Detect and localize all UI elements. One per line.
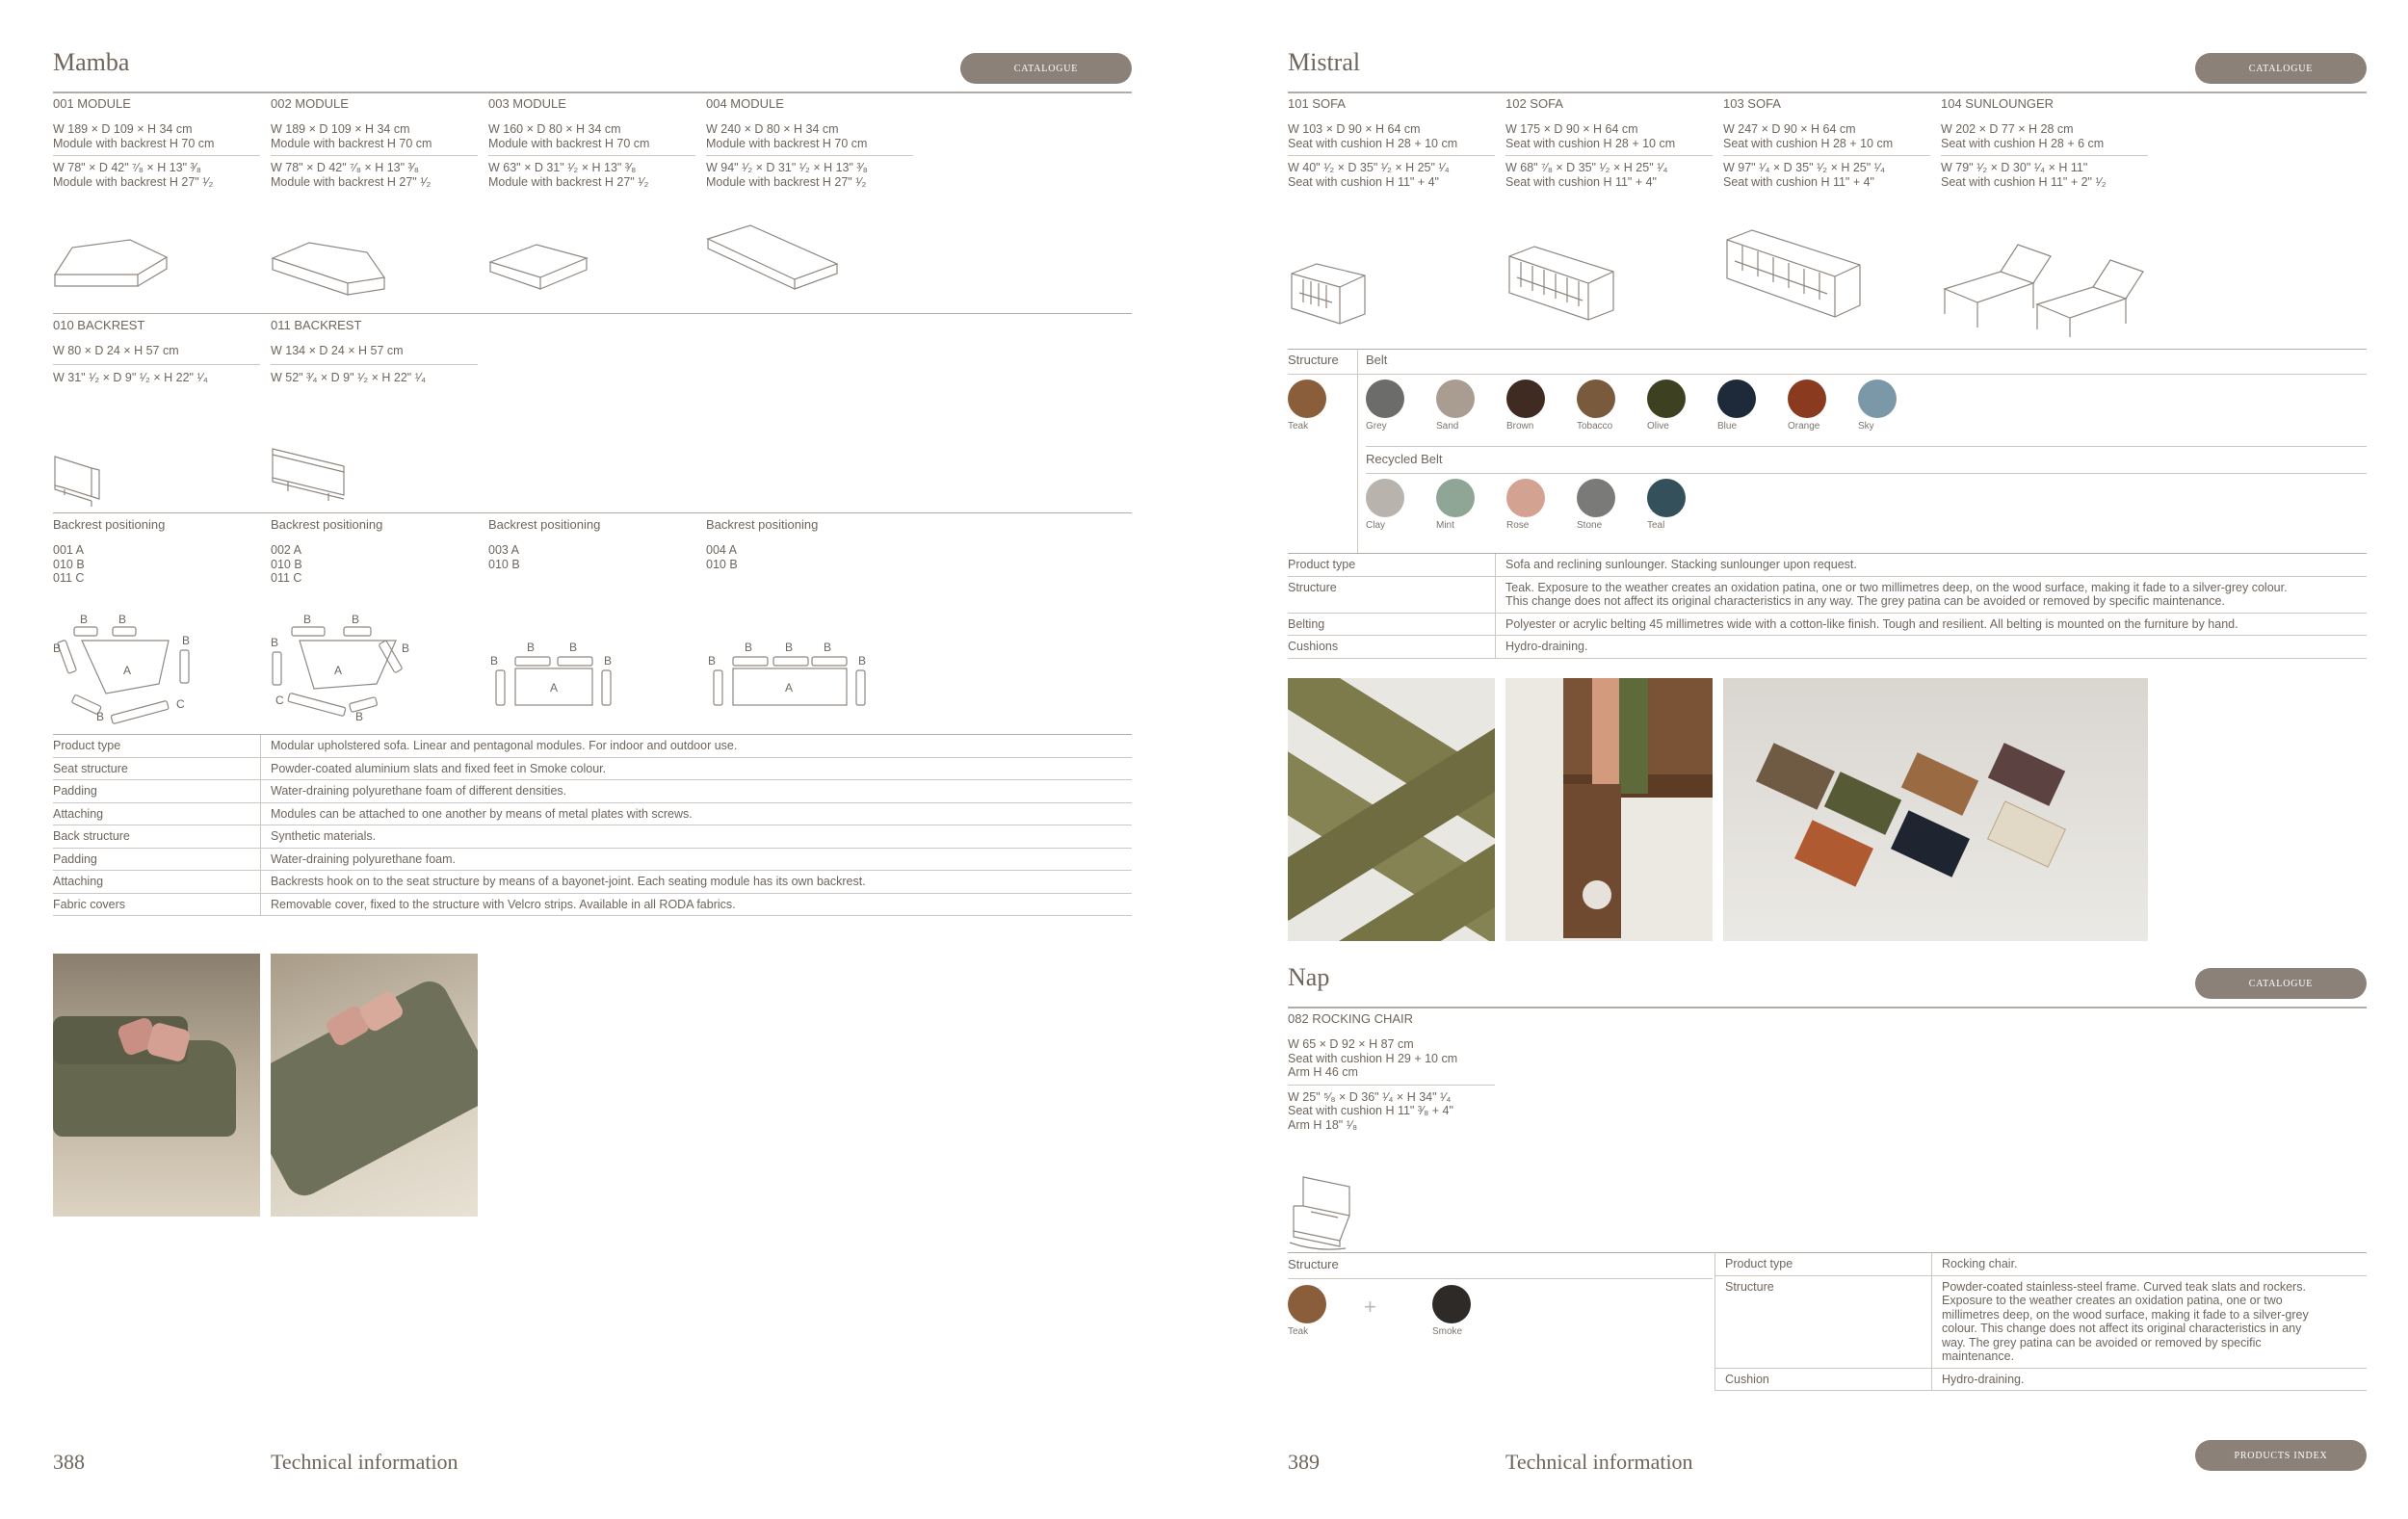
positioning-diagram-003 — [488, 643, 623, 730]
footer-title-right: Technical information — [1505, 1450, 1693, 1474]
positioning-rows: 002 A 010 B 011 C — [271, 543, 302, 585]
swatch-teal[interactable] — [1647, 479, 1686, 517]
nap-rocking-chair-drawing — [1288, 1173, 1365, 1250]
svg-text:B: B — [271, 636, 279, 649]
swatch-label: Tobacco — [1577, 421, 1613, 432]
module-imperial: W 63" × D 31" ¹⁄₂ × H 13" ³⁄₈ Module with backrest H 27" ¹⁄₂ — [488, 161, 649, 189]
positioning-diagram-001 — [53, 612, 207, 727]
positioning-rows: 001 A 010 B 011 C — [53, 543, 85, 585]
positioning-label: Backrest positioning — [271, 517, 383, 532]
swatch-rose[interactable] — [1506, 479, 1545, 517]
belt-label: Belt — [1366, 353, 1388, 367]
swatch-teak[interactable] — [1288, 380, 1326, 418]
svg-text:B: B — [352, 613, 360, 626]
svg-text:B: B — [96, 710, 105, 723]
svg-text:B: B — [490, 654, 499, 668]
swatch-blue[interactable] — [1717, 380, 1756, 418]
table-row: Product type Modular upholstered sofa. Linear and pentagonal modules. For indoor and outdoor use. — [53, 735, 1132, 757]
module-metric: W 189 × D 109 × H 34 cm Module with backrest H 70 cm — [271, 122, 432, 150]
page-number-left: 388 — [53, 1450, 85, 1474]
table-row: Fabric covers Removable cover, fixed to the structure with Velcro strips. Available in all RODA fabrics. — [53, 893, 1132, 916]
table-row: Cushion Hydro-draining. — [1715, 1368, 2367, 1391]
module-001-drawing — [53, 236, 178, 303]
mistral-product-102: 102 SOFA W 175 × D 90 × H 64 cm Seat with cushion H 28 + 10 cm W 68" ⁷⁄₈ × D 35" ¹⁄₂ × H 25" ¹⁄₄ Seat with cushion H 11" + 4" — [1505, 96, 1713, 189]
swatch-label: Teak — [1288, 421, 1309, 432]
backrest-imperial: W 52" ³⁄₄ × D 9" ¹⁄₂ × H 22" ¹⁄₄ — [271, 370, 427, 384]
module-metric: W 240 × D 80 × H 34 cm Module with backrest H 70 cm — [706, 122, 868, 150]
mistral-102-drawing — [1505, 243, 1621, 339]
module-name: 003 MODULE — [488, 96, 566, 111]
positioning-002 — [271, 517, 382, 586]
swatch-label: Teal — [1647, 520, 1665, 531]
swatch-stone[interactable] — [1577, 479, 1615, 517]
swatch-label: Sand — [1436, 421, 1459, 432]
table-row: Padding Water-draining polyurethane foam of different densities. — [53, 779, 1132, 802]
backrest-name: 011 BACKREST — [271, 318, 362, 332]
mamba-info-table — [53, 734, 1132, 916]
backrest-010 — [53, 318, 260, 384]
table-row: Structure Powder-coated stainless-steel frame. Curved teak slats and rockers. Exposure to the weather creates an oxidation patina, one or two millimetres deep, on the wood surface, making it fade to a silver-grey colour. This change does not affect its original characteristics in any way. The grey patina can be avoided or removed by specific maintenance. — [1715, 1275, 2367, 1368]
positioning-label: Backrest positioning — [706, 517, 819, 532]
swatch-smoke[interactable] — [1432, 1285, 1471, 1323]
table-row: Belting Polyester or acrylic belting 45 millimetres wide with a cotton-like finish. Tough and resilient. All belting is mounted on the furniture by hand. — [1288, 613, 2367, 636]
svg-text:B: B — [708, 654, 717, 668]
swatch-teak-nap[interactable] — [1288, 1285, 1326, 1323]
mistral-101-drawing — [1288, 260, 1374, 337]
page-number-right: 389 — [1288, 1450, 1320, 1474]
swatch-sand[interactable] — [1436, 380, 1475, 418]
module-002-drawing — [271, 239, 396, 306]
swatch-label: Rose — [1506, 520, 1530, 531]
swatch-brown[interactable] — [1506, 380, 1545, 418]
footer-title-left: Technical information — [271, 1450, 458, 1474]
catalogue-button-mistral[interactable]: CATALOGUE — [2195, 53, 2367, 84]
swatch-grey[interactable] — [1366, 380, 1404, 418]
positioning-diagram-004 — [706, 643, 879, 730]
positioning-diagram-002 — [271, 612, 425, 727]
mistral-product-104: 104 SUNLOUNGER W 202 × D 77 × H 28 cm Seat with cushion H 28 + 6 cm W 79" ¹⁄₂ × D 30" ¹⁄₄ × H 11" Seat with cushion H 11" + 2" ¹⁄₂ — [1941, 96, 2148, 189]
positioning-004 — [706, 517, 818, 571]
products-index-button[interactable]: PRODUCTS INDEX — [2195, 1440, 2367, 1471]
svg-text:B: B — [53, 642, 62, 655]
plus-icon: + — [1364, 1295, 1376, 1319]
positioning-label: Backrest positioning — [488, 517, 601, 532]
module-002 — [271, 96, 478, 189]
positioning-label: Backrest positioning — [53, 517, 166, 532]
svg-text:B: B — [604, 654, 613, 668]
svg-text:B: B — [858, 654, 867, 668]
swatch-label: Orange — [1788, 421, 1820, 432]
svg-text:A: A — [123, 664, 132, 677]
module-004 — [706, 96, 913, 189]
backrest-010-drawing — [53, 453, 111, 511]
svg-text:C: C — [176, 697, 185, 711]
mistral-product-103: 103 SOFA W 247 × D 90 × H 64 cm Seat with cushion H 28 + 10 cm W 97" ¹⁄₄ × D 35" ¹⁄₂ × H 25" ¹⁄₄ Seat with cushion H 11" + 4" — [1723, 96, 1930, 189]
swatch-label: Blue — [1717, 421, 1738, 432]
mistral-103-drawing — [1723, 226, 1868, 342]
swatch-mint[interactable] — [1436, 479, 1475, 517]
structure-label: Structure — [1288, 353, 1339, 367]
mistral-photo-sunloungers — [1723, 678, 2148, 941]
catalogue-button-nap[interactable]: CATALOGUE — [2195, 968, 2367, 999]
positioning-rows: 003 A 010 B — [488, 543, 520, 571]
positioning-003 — [488, 517, 600, 571]
module-name: 004 MODULE — [706, 96, 784, 111]
backrest-011 — [271, 318, 478, 384]
mamba-photo-1 — [53, 954, 260, 1217]
module-003 — [488, 96, 695, 189]
mistral-product-101: 101 SOFA W 103 × D 90 × H 64 cm Seat with cushion H 28 + 10 cm W 40" ¹⁄₂ × D 35" ¹⁄₂ × H 25" ¹⁄₄ Seat with cushion H 11" + 4" — [1288, 96, 1495, 189]
swatch-label: Grey — [1366, 421, 1387, 432]
svg-text:B: B — [785, 641, 794, 654]
swatch-label: Mint — [1436, 520, 1454, 531]
table-row: Padding Water-draining polyurethane foam. — [53, 848, 1132, 871]
module-metric: W 189 × D 109 × H 34 cm Module with backrest H 70 cm — [53, 122, 215, 150]
backrest-imperial: W 31" ¹⁄₂ × D 9" ¹⁄₂ × H 22" ¹⁄₄ — [53, 370, 208, 384]
nap-product-082: 082 ROCKING CHAIR W 65 × D 92 × H 87 cm Seat with cushion H 29 + 10 cm Arm H 46 cm W 25" ⁵⁄₈ × D 36" ¹⁄₄ × H 34" ¹⁄₄ Seat with cushion H 11" ³⁄₈ + 4" Arm H 18" ¹⁄₈ — [1288, 1011, 1495, 1132]
section-divider — [53, 92, 1132, 93]
svg-text:B: B — [402, 642, 410, 655]
swatch-label: Clay — [1366, 520, 1386, 531]
table-row: Seat structure Powder-coated aluminium slats and fixed feet in Smoke colour. — [53, 757, 1132, 780]
positioning-rows: 004 A 010 B — [706, 543, 738, 571]
svg-text:C: C — [275, 694, 284, 707]
nap-info-table — [1714, 1252, 2367, 1391]
module-imperial: W 78" × D 42" ⁷⁄₈ × H 13" ³⁄₈ Module with backrest H 27" ¹⁄₂ — [271, 161, 432, 189]
module-imperial: W 94" ¹⁄₂ × D 31" ¹⁄₂ × H 13" ³⁄₈ Module with backrest H 27" ¹⁄₂ — [706, 161, 868, 189]
mistral-photo-detail — [1505, 678, 1713, 941]
svg-text:B: B — [118, 613, 127, 626]
module-name: 002 MODULE — [271, 96, 349, 111]
mamba-photo-2 — [271, 954, 478, 1217]
recycled-belt-label: Recycled Belt — [1366, 452, 1443, 466]
backrest-metric: W 80 × D 24 × H 57 cm — [53, 344, 179, 357]
swatch-label: Brown — [1506, 421, 1534, 432]
table-row: Product type Sofa and reclining sunlounger. Stacking sunlounger upon request. — [1288, 554, 2367, 576]
swatch-sky[interactable] — [1858, 380, 1897, 418]
table-row: Attaching Modules can be attached to one another by means of metal plates with screws. — [53, 802, 1132, 825]
positioning-001 — [53, 517, 165, 586]
table-row: Attaching Backrests hook on to the seat structure by means of a bayonet-joint. Each seating module has its own backrest. — [53, 870, 1132, 893]
nap-structure-label: Structure — [1288, 1257, 1339, 1271]
swatch-clay[interactable] — [1366, 479, 1404, 517]
right-page: Mistral CATALOGUE 101 SOFA W 103 × D 90 × H 64 cm Seat with cushion H 28 + 10 cm W 40" ¹⁄₂ × D 35" ¹⁄₂ × H 25" ¹⁄₄ Seat with cushion H 11" + 4" 102 SOFA W 175 × D 90 × H 64 cm Seat with cushion H 28 + 10 cm W 68" ⁷⁄₈ × D 35" ¹⁄₂ × H 25" ¹⁄₄ Seat with cushion H 11" + 4" 103 SOFA W 247 × D 90 × H 64 cm Seat with cushion H 28 + 10 cm W 97" ¹⁄₄ × D 35" ¹⁄₂ × H 25" ¹⁄₄ Seat with cushion H 11" + 4" 104 SUNLOUNGER W 202 × D 77 × H 28 cm Seat with cushion H 28 + 6 cm W 79" ¹⁄₂ × D 30" ¹⁄₄ × H 11" Seat with cushion H 11" + 2" ¹⁄₂ Structure Belt Teak Recycled Belt Product type Sofa and reclining sunlounger. Stacking sunlounger upon request. Structure Teak. Exposure to the weather creates an oxidation patina, one or two millimetres deep, on the wood surface, making it fade to a silver-grey colour. This change does not affect its original characteristics in any way. The grey patina can be avoided or removed by specific maintenance. Belting Polyester or acrylic belting 45 millimetres wide with a cotton-like finish. Tough and resilient. All belting is mounted on the furniture by hand. Cushions Hydro-draining. Nap CATALOGUE 082 ROCKING CHAIR W 65 × D 92 × H 87 cm Seat with cushion H 29 + 10 cm Arm H 46 cm W 25" ⁵⁄₈ × D 36" ¹⁄₄ × H 34" ¹⁄₄ Seat with cushion H 11" ³⁄₈ + 4" Arm H 18" ¹⁄₈ Structure Teak + Smoke Product type Rocking chair. Structure Powder-coated stainless-steel frame. Curved teak slats and rockers. Exposure to the weather creates an oxidation patina, one or two millimetres deep, on the wood surface, making it fade to a silver-grey colour. This change does not affect its original characteristics in any way. The grey patina can be avoided or removed by specific maintenance. Cushion Hydro-draining. 389 Technical information PRODUCTS INDEX Grey Sand Brown Tobacco Olive Blue Orange Sky Clay Mint Rose Stone Teal — [1235, 0, 2408, 1519]
swatch-olive[interactable] — [1647, 380, 1686, 418]
module-001 — [53, 96, 260, 189]
svg-text:B: B — [182, 634, 191, 647]
catalogue-button-mamba[interactable]: CATALOGUE — [960, 53, 1132, 84]
table-row: Structure Teak. Exposure to the weather creates an oxidation patina, one or two millimetres deep, on the wood surface, making it fade to a silver-grey colour. This change does not affect its original characteristics in any way. The grey patina can be avoided or removed by specific maintenance. — [1288, 576, 2367, 613]
mistral-photo-belt-weave — [1288, 678, 1495, 941]
swatch-label: Olive — [1647, 421, 1669, 432]
svg-text:A: A — [550, 681, 559, 694]
module-003-drawing — [488, 239, 594, 306]
mistral-info-table — [1288, 553, 2367, 659]
svg-text:A: A — [334, 664, 343, 677]
table-row: Product type Rocking chair. — [1715, 1253, 2367, 1275]
svg-text:B: B — [80, 613, 89, 626]
table-row: Cushions Hydro-draining. — [1288, 635, 2367, 658]
swatch-label: Sky — [1858, 421, 1874, 432]
table-row: Back structure Synthetic materials. — [53, 825, 1132, 848]
svg-text:B: B — [569, 641, 578, 654]
svg-text:B: B — [355, 710, 364, 723]
section-title-mistral: Mistral — [1288, 48, 1361, 76]
swatch-orange[interactable] — [1788, 380, 1826, 418]
svg-text:B: B — [303, 613, 312, 626]
module-004-drawing — [706, 223, 841, 310]
backrest-metric: W 134 × D 24 × H 57 cm — [271, 344, 404, 357]
svg-text:A: A — [785, 681, 794, 694]
svg-text:B: B — [745, 641, 753, 654]
section-title-nap: Nap — [1288, 963, 1330, 991]
module-imperial: W 78" × D 42" ⁷⁄₈ × H 13" ³⁄₈ Module with backrest H 27" ¹⁄₂ — [53, 161, 214, 189]
svg-text:B: B — [527, 641, 536, 654]
section-title-mamba: Mamba — [53, 48, 130, 76]
backrest-name: 010 BACKREST — [53, 318, 145, 332]
svg-text:B: B — [824, 641, 832, 654]
module-name: 001 MODULE — [53, 96, 131, 111]
backrest-011-drawing — [271, 445, 357, 503]
swatch-label: Stone — [1577, 520, 1603, 531]
module-metric: W 160 × D 80 × H 34 cm Module with backrest H 70 cm — [488, 122, 650, 150]
swatch-tobacco[interactable] — [1577, 380, 1615, 418]
mistral-104-drawing — [1941, 241, 2162, 337]
